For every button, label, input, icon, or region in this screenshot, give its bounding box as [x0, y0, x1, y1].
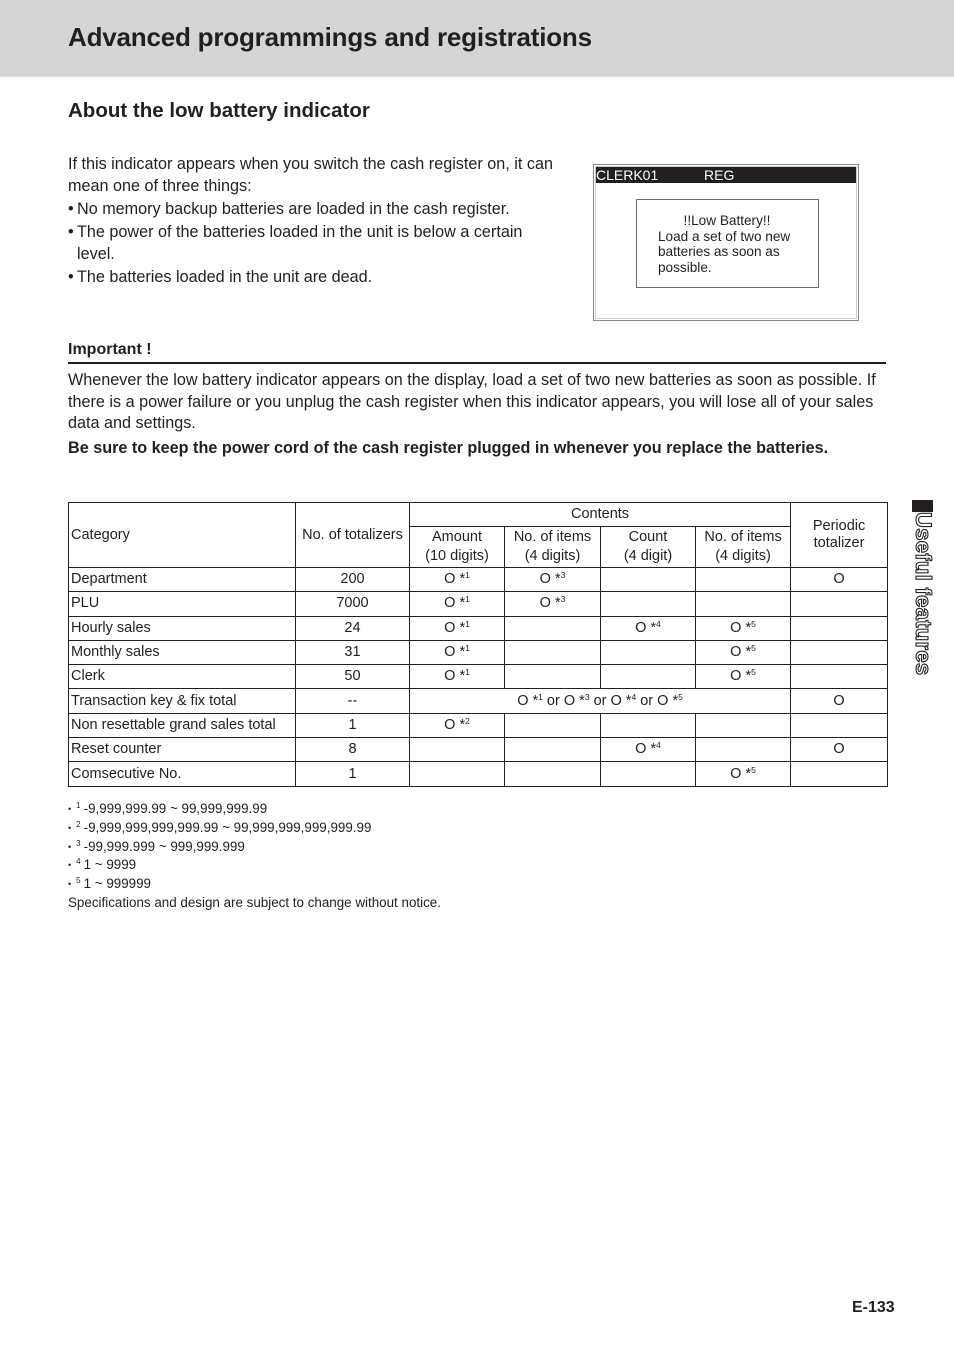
cell-periodic: O [791, 568, 888, 592]
footnote [68, 838, 441, 857]
cell-count [601, 640, 696, 664]
cell-totalizers: 24 [296, 616, 410, 640]
cell-count [601, 568, 696, 592]
mark: O * [730, 765, 752, 782]
cell-totalizers: 200 [296, 568, 410, 592]
section-title: About the low battery indicator [68, 99, 370, 122]
footnote-number: 1 [76, 801, 81, 810]
footnote-ref: 1 [465, 643, 470, 654]
bullet-item: • No memory backup batteries are loaded in the cash register. [68, 198, 558, 220]
lcd-screen [595, 166, 857, 319]
lcd-message-body: Load a set of two new batteries as soon as possible. [658, 228, 791, 275]
table-row [69, 665, 888, 689]
cell-items-2 [696, 713, 791, 737]
cell-periodic: O [791, 689, 888, 713]
footnote [68, 800, 441, 819]
cell-totalizers: 50 [296, 665, 410, 689]
footnote-ref: 5 [751, 667, 756, 678]
cell-count [601, 616, 696, 640]
mark: O * [730, 619, 752, 636]
footnote-text: 1 ~ 9999 [83, 857, 137, 873]
mark: O * [444, 716, 466, 733]
mark: or O * [542, 692, 585, 709]
footnote-bullet: • [68, 879, 72, 890]
footnote-text: -9,999,999,999,999.99 ~ 99,999,999,999,999.99 [83, 819, 372, 835]
footnote-bullet: • [68, 804, 72, 814]
cell-items [505, 762, 601, 786]
bullet-item: • The power of the batteries loaded in the unit is below a certain level. [68, 221, 558, 265]
table-row [69, 640, 888, 664]
footnote-ref: 3 [560, 570, 566, 581]
lcd-status-bar [596, 167, 856, 183]
cell-items [505, 713, 601, 737]
lcd-clerk-label: CLERK01 [596, 167, 659, 183]
lcd-message-title: !!Low Battery!! [683, 213, 771, 228]
side-tab [908, 500, 954, 690]
mark: O * [730, 668, 752, 685]
cell-items-2 [696, 665, 791, 689]
cell-totalizers: -- [296, 689, 410, 713]
cell-periodic [791, 616, 888, 640]
footnote-bullet: • [68, 841, 72, 852]
cell-periodic [791, 592, 888, 616]
cell-periodic [791, 640, 888, 664]
footnote-number: 4 [76, 857, 81, 867]
footnote-ref: 5 [751, 618, 756, 629]
page-number: E-133 [852, 1299, 895, 1316]
table-row [69, 738, 888, 762]
table-row [69, 616, 888, 640]
disclaimer: Specifications and design are subject to change without notice. [68, 894, 441, 910]
header-count: Count (4 digit) [601, 527, 696, 568]
cell-periodic: O [791, 738, 888, 762]
cell-items [505, 592, 601, 616]
mark: O * [730, 644, 752, 661]
header-items-2: No. of items (4 digits) [696, 527, 791, 568]
important-warning: Be sure to keep the power cord of the cash register plugged in whenever you replace the batteries. [68, 438, 829, 457]
cell-amount [410, 568, 505, 592]
footnote-text: -99,999.999 ~ 999,999.999 [83, 838, 245, 854]
table-row [69, 568, 888, 592]
cell-amount [410, 616, 505, 640]
cell-items [505, 665, 601, 689]
cell-category: Hourly sales [69, 616, 296, 640]
intro-paragraph: If this indicator appears when you switch the cash register on, it can mean one of three things: [68, 155, 553, 195]
table-body [69, 568, 888, 787]
cell-items [505, 640, 601, 664]
footnote-number: 3 [76, 838, 81, 848]
header-periodic: Periodic totalizer [791, 503, 888, 568]
footnote-ref: 1 [465, 618, 470, 629]
totalizer-table [68, 502, 888, 787]
cell-totalizers: 31 [296, 640, 410, 664]
footnote-list [68, 800, 441, 894]
mark: O * [444, 595, 466, 612]
footnote [68, 875, 441, 894]
footnote-number: 5 [76, 876, 81, 886]
mark: O * [444, 644, 466, 661]
footnote-ref: 4 [656, 618, 661, 629]
cell-totalizers: 7000 [296, 592, 410, 616]
cell-count [601, 738, 696, 762]
footnote-ref: 1 [465, 667, 470, 678]
cell-amount [410, 738, 505, 762]
mark: O * [635, 741, 657, 758]
table-row [69, 713, 888, 737]
footnote-ref: 1 [465, 594, 470, 605]
footnote-text: -9,999,999.99 ~ 99,999,999.99 [83, 801, 268, 816]
important-text [68, 370, 888, 459]
cell-category: Comsecutive No. [69, 762, 296, 786]
cell-items [505, 568, 601, 592]
mark: O * [444, 571, 466, 588]
cell-totalizers: 1 [296, 713, 410, 737]
header-amount: Amount (10 digits) [410, 527, 505, 568]
mark: O * [539, 595, 561, 612]
side-tab-label: Useful features [911, 512, 936, 676]
header-category: Category [69, 503, 296, 568]
cell-count [601, 762, 696, 786]
footnote-ref: 3 [584, 691, 590, 702]
mark: O * [635, 619, 657, 636]
cell-items-2 [696, 738, 791, 762]
mark: or O * [636, 692, 679, 709]
cell-category: Transaction key & fix total [69, 689, 296, 713]
table-row [69, 689, 888, 713]
cell-combined-contents [410, 689, 791, 713]
footnote-bullet: • [68, 822, 72, 833]
cell-items-2 [696, 616, 791, 640]
cell-amount [410, 665, 505, 689]
footnote-ref: 5 [751, 643, 756, 654]
cell-category: Non resettable grand sales total [69, 713, 296, 737]
header-totalizers: No. of totalizers [296, 503, 410, 568]
cell-category: Reset counter [69, 738, 296, 762]
footnotes [68, 800, 441, 913]
cell-periodic [791, 713, 888, 737]
footnote [68, 819, 441, 838]
lcd-display [593, 164, 859, 321]
cell-items-2 [696, 762, 791, 786]
cell-count [601, 713, 696, 737]
footnote-ref: 5 [678, 691, 683, 702]
cell-category: PLU [69, 592, 296, 616]
bullet-item: • The batteries loaded in the unit are dead. [68, 266, 558, 288]
side-tab-marker [912, 500, 933, 512]
cell-items-2 [696, 640, 791, 664]
cell-count [601, 592, 696, 616]
cell-items-2 [696, 568, 791, 592]
lcd-message-box [636, 199, 819, 288]
footnote-bullet: • [68, 860, 72, 871]
lcd-mode-label: REG [704, 167, 735, 183]
cell-items-2 [696, 592, 791, 616]
cell-amount [410, 592, 505, 616]
cell-count [601, 665, 696, 689]
header-contents: Contents [410, 503, 791, 527]
footnote-ref: 1 [465, 570, 470, 581]
mark: O * [539, 571, 561, 588]
footnote-ref: 4 [656, 740, 661, 751]
cell-totalizers: 8 [296, 738, 410, 762]
footnote-number: 2 [76, 819, 81, 829]
footnote-ref: 4 [631, 691, 637, 702]
cell-items [505, 738, 601, 762]
footnote-ref: 1 [538, 691, 543, 702]
cell-category: Clerk [69, 665, 296, 689]
footnote-ref: 2 [465, 715, 470, 726]
cell-amount [410, 640, 505, 664]
cell-periodic [791, 665, 888, 689]
footnote-ref: 5 [751, 764, 756, 775]
footnote-text: 1 ~ 999999 [83, 876, 152, 892]
cell-amount [410, 713, 505, 737]
cell-category: Monthly sales [69, 640, 296, 664]
footnote [68, 856, 441, 875]
table-row [69, 592, 888, 616]
important-label: Important ! [68, 341, 152, 358]
intro-text [68, 153, 558, 288]
cell-totalizers: 1 [296, 762, 410, 786]
cell-category: Department [69, 568, 296, 592]
footnote-ref: 3 [560, 594, 566, 605]
cell-items [505, 616, 601, 640]
cell-amount [410, 762, 505, 786]
cell-periodic [791, 762, 888, 786]
page-title: Advanced programmings and registrations [68, 22, 592, 52]
header-items: No. of items (4 digits) [505, 527, 601, 568]
table-row [69, 762, 888, 786]
mark: O * [517, 692, 539, 709]
mark: O * [444, 668, 466, 685]
bullet-list [68, 198, 558, 288]
important-rule [68, 362, 886, 364]
important-paragraph: Whenever the low battery indicator appears on the display, load a set of two new batteries as soon as possible. If there is a power failure or you unplug the cash register when this indicator appears, you will lose all of your sales data and settings. [68, 371, 876, 432]
mark: or O * [589, 692, 632, 709]
mark: O * [444, 619, 466, 636]
